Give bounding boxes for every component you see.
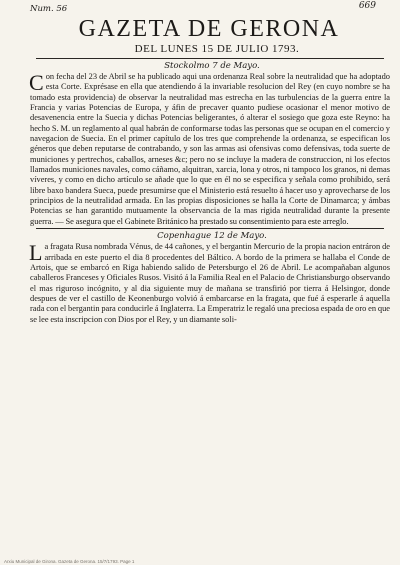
drop-cap: C: [29, 70, 44, 95]
dateline-stockholm: Stockolmo 7 de Mayo.: [164, 61, 260, 71]
dateline-copenhagen: Copenhague 12 de Mayo.: [157, 231, 267, 242]
article-stockholm-text: on fecha del 23 de Abril se ha publicado aqui una ordenanza Real sobre la neutralidad que ha adoptado esta Corte. Exprésase en ella que atendiendo á la invariable resolucion del Rey (en cuyo nombre se ha tomado esta providencia) de observar la neutralidad mas estrecha en las turbulencias de la guerra entre la Francia y varias Potencias de Europa, y áfin de precaver quanto pudiese ocasionar el menor motivo de desavenencia entre la Suecia y dichas Potencias beligerantes, ó alterar el sosiego que goza este Reyno: ha hecho S. M. un reglamento al qual habrán de conformarse todas las personas que se ocupan en el comercio y navegacion de Suecia. En el primer capítulo de los tres que comprehende la ordenanza, se especifican los géneros que deben reputarse de contrabando, y son las armas asi ofensivas como defensivas, toda suerte de municiones y pertrechos, caballos, arneses &c; pero no se incluye la madera de construccion, ni los efectos llamados municiones navales, como cáñamo, alquitran, xarcia, lona y otros, ni tampoco los granos, ni demas víveres, y como en dicho artículo se añade que lo que en él no se especifica y señala como prohibido, será libre baxo bandera Sueca, puede presumirse que el Ministerio está resuelto á hacer uso y aprovecharse de los principios de la neutralidad armada. En las propias disposiciones se halla la Corte de Dinamarca; y ámbas Potencias se han garantido mutuamente la observancia de la mas rigida neutralidad durante la presente guerra. — Se asegura que el Gabinete Británico ha prestado su consentimiento para este arreglo.: [30, 72, 390, 226]
masthead-title: GAZETA DE GERONA: [78, 16, 340, 42]
issue-number: Num. 56: [30, 4, 68, 14]
header-rule: [36, 58, 384, 59]
article-stockholm: [30, 72, 394, 227]
article-copenhagen: [30, 242, 394, 325]
page-folio: 669: [358, 1, 376, 11]
section-rule: [36, 228, 384, 229]
drop-cap: L: [29, 240, 43, 266]
archive-footer: Arxiu Municipal de Girona. Gazeta de Gerona. 15/7/1793. Page 1: [4, 559, 135, 564]
article-copenhagen-text: a fragata Rusa nombrada Vénus, de 44 cañones, y el bergantin Mercurio de la propia nacion entráron de arribada en este puerto el dia 8 procedentes del Báltico. A bordo de la primera se hallaba el Conde de Artois, que se embarcó en Riga habiendo salido de Petersburgo el 26 de Abril. Le acompañaban algunos caballeros Franceses y Oficiales Rusos. Visitó á la Familia Real en el Palacio de Christiansburgo observando el mas riguroso incógnito, y al dia siguiente muy de mañana se transfirió por tierra á Helsingor, donde despues de ver el castillo de Keonenburgo volvió á embarcarse en la fragata, que fué á esperarle á aquella rada con el bergantin para conducirle á Inglaterra. La Emperatriz le regaló una preciosa espada de oro en que se lee esta inscripcion con Dios por el Rey, y un diamante soli-: [30, 242, 390, 324]
issue-date: DEL LUNES 15 DE JULIO 1793.: [134, 43, 300, 55]
header-topline: [30, 0, 394, 14]
